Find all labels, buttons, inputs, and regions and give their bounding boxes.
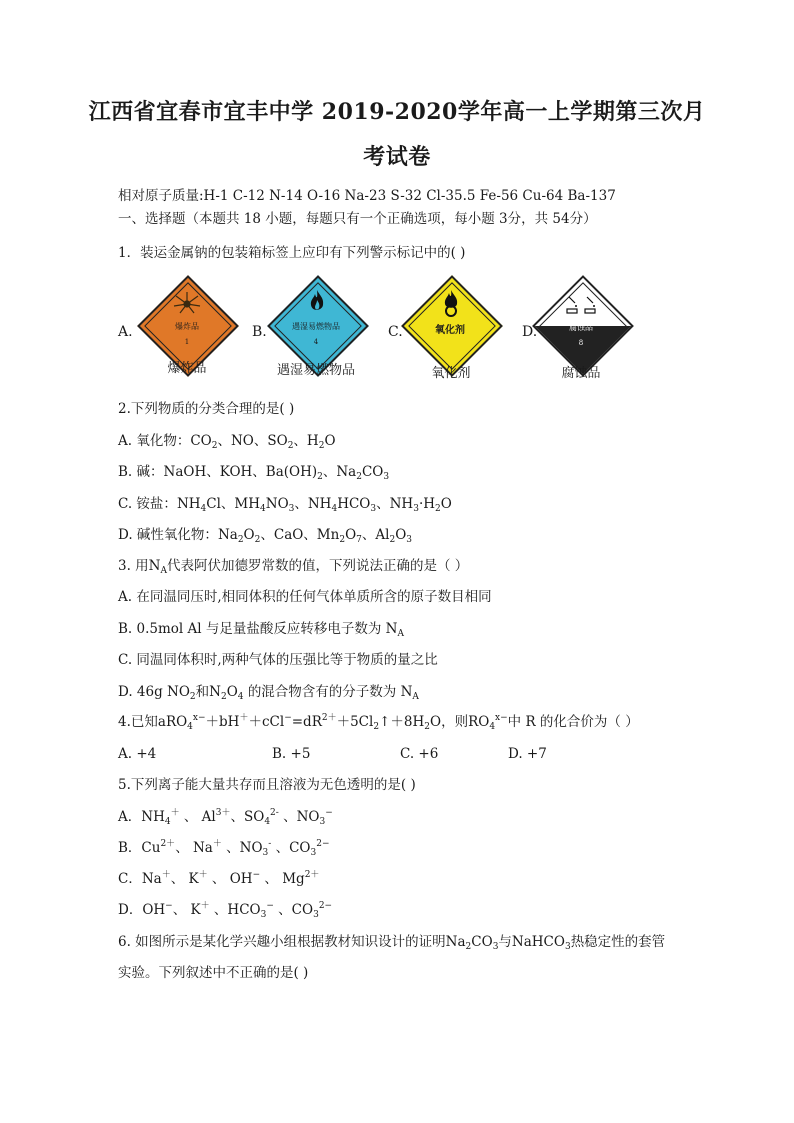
question-4-option-c: C. +6 — [400, 746, 439, 762]
q1-option-d-sign-text: 腐蚀品 — [569, 323, 593, 332]
q1-option-a-sign-num: 1 — [184, 338, 190, 346]
q1-option-c-label: C. — [388, 324, 403, 340]
question-2-stem: 2.下列物质的分类合理的是( ) — [118, 401, 295, 417]
q1-option-a-label: A. — [118, 324, 133, 340]
question-2-option-d: D. 碱性氧化物：$Na_2O_2$、CaO、$Mn_2O_7$、$Al_2O_3$ — [118, 527, 412, 545]
q1-option-d-label: D. — [522, 324, 538, 340]
section-heading: 一、选择题（本题共 18 小题，每题只有一个正确选项，每小题 3分，共 54分） — [118, 211, 597, 227]
question-4-option-b: B. +5 — [272, 746, 311, 762]
q1-option-c-caption: 氧化剂 — [431, 366, 471, 381]
q1-option-d-sign-num: 8 — [578, 339, 584, 347]
question-5-stem: 5.下列离子能大量共存而且溶液为无色透明的是( ) — [118, 777, 416, 793]
page-title-line2: 考试卷 — [363, 144, 431, 170]
question-3-option-c: C. 同温同体积时,两种气体的压强比等于物质的量之比 — [118, 652, 438, 668]
question-1-stem: 1．装运金属钠的包装箱标签上应印有下列警示标记中的( ) — [118, 245, 466, 261]
question-5-option-c: C．Na＋、 K＋ 、 OH− 、 $Mg^{2+}$ — [118, 870, 320, 887]
q1-option-c-sign-text: 氧化剂 — [435, 325, 465, 336]
question-2-option-c: C. 铵盐：$NH_4Cl$、$MH_4NO_3$、$NH_4HCO_3$、$NH_3\cdot H_2O$ — [118, 496, 452, 514]
question-4-option-a: A. +4 — [118, 746, 157, 762]
question-6-stem-line2: 实验。下列叙述中不正确的是( ) — [118, 965, 309, 981]
question-6-stem-line1: 6. 如图所示是某化学兴趣小组根据教材知识设计的证明$Na_2CO_3$与NaHCO$_3$热稳定性的套管 — [118, 934, 666, 952]
question-3-option-a: A. 在同温同压时,相同体积的任何气体单质所含的原子数目相同 — [118, 589, 492, 605]
atomic-masses: 相对原子质量:H-1 C-12 N-14 O-16 Na-23 S-32 Cl-35.5 Fe-56 Cu-64 Ba-137 — [118, 188, 616, 204]
question-3-option-b: B. 0.5mol Al 与足量盐酸反应转移电子数为 $N_A$ — [118, 621, 404, 639]
question-5-option-b: B．$Cu^{2+}$、 Na＋ 、$NO_3^-$ 、$CO_3^{2-}$ — [118, 839, 330, 858]
q1-option-b-caption: 遇湿易燃物品 — [276, 363, 355, 378]
question-3-option-d: D. 46g $NO_2$和$N_2O_4$ 的混合物含有的分子数为 $N_A$ — [118, 684, 419, 702]
question-4-stem: 4.已知$aRO_4^{x-}+bH^++cCl^-=dR^{2+}+5Cl_2↑+8H_2O$，则$RO_4^{x-}$中 R 的化合价为（ ） — [118, 713, 639, 732]
question-3-stem: 3. 用$N_A$代表阿伏加德罗常数的值，下列说法正确的是（ ） — [118, 558, 469, 576]
question-5-option-a: A．$NH_4^+$ 、 $Al^{3+}$、$SO_4^{2-}$ 、$NO_3^-$ — [118, 808, 333, 827]
q1-option-b-sign-num: 4 — [313, 338, 319, 346]
page-title-line1: 江西省宜春市宜丰中学 2019-2020学年高一上学期第三次月 — [88, 99, 706, 125]
question-2-option-b: B. 碱：NaOH、KOH、$Ba(OH)_2$、$Na_2CO_3$ — [118, 464, 390, 482]
q1-option-a-sign-text: 爆炸品 — [175, 322, 199, 331]
q1-option-b-label: B. — [252, 324, 267, 340]
question-5-option-d: D．OH−、 K＋ 、$HCO_3^-$ 、$CO_3^{2-}$ — [118, 901, 333, 920]
question-4-option-d: D. +7 — [508, 746, 547, 762]
q1-option-b-sign-text: 遇湿易燃物品 — [292, 322, 340, 331]
q1-option-d-caption: 腐蚀品 — [561, 366, 601, 381]
q1-option-a-caption: 爆炸品 — [167, 361, 207, 376]
question-2-option-a: A. 氧化物：$CO_2$、NO、$SO_2$、$H_2O$ — [118, 433, 336, 451]
